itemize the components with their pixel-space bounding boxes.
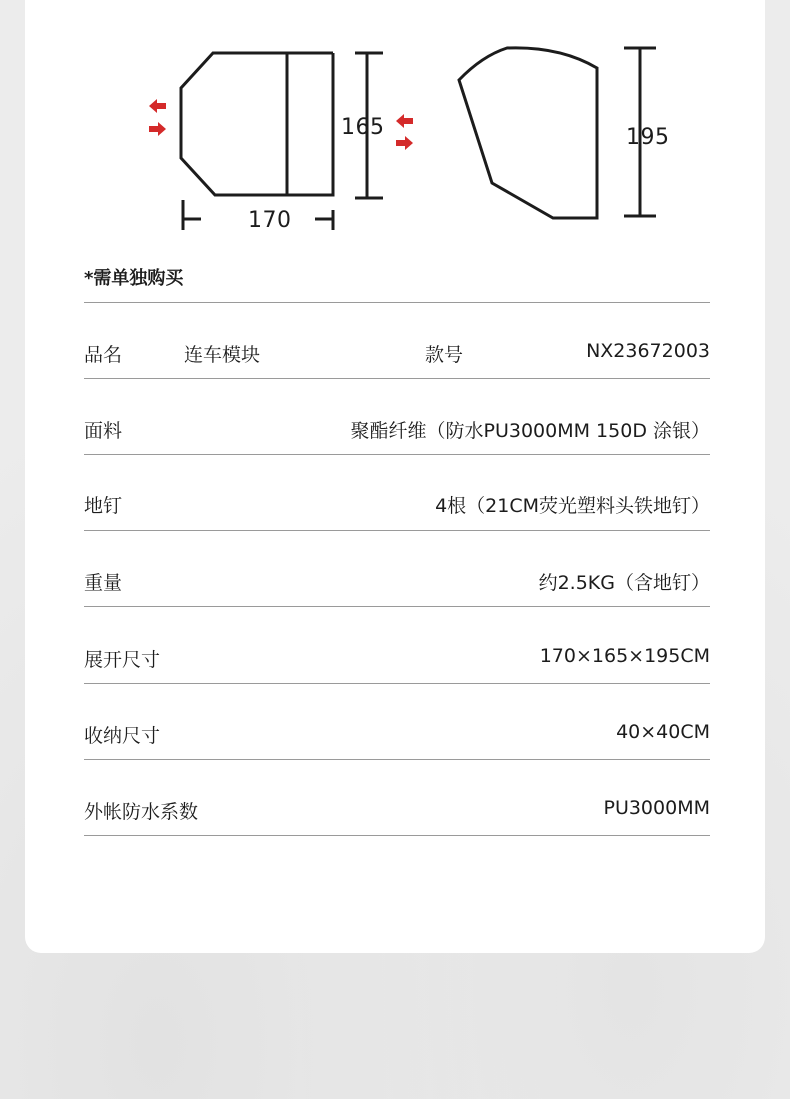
spec-value-model: NX23672003 [586, 340, 710, 362]
spec-label: 面料 [84, 420, 123, 442]
spec-row-open-size [84, 645, 710, 675]
spec-value-name: 连车模块 [184, 344, 261, 366]
spec-label: 收纳尺寸 [84, 725, 161, 747]
spec-row-fabric [84, 416, 710, 446]
table-divider [84, 606, 710, 607]
spec-row-stakes [84, 491, 710, 521]
red-arrows-right-icon [396, 114, 413, 150]
tent-dimension-diagram [0, 0, 790, 240]
spec-value: 4根（21CM荧光塑料头铁地钉） [435, 495, 710, 517]
height-dimension-label: 165 [341, 115, 385, 140]
spec-row-weight [84, 568, 710, 598]
spec-row-waterproof [84, 797, 710, 827]
spec-label: 地钉 [84, 495, 123, 517]
spec-value: 约2.5KG（含地钉） [538, 572, 710, 594]
depth-dimension-label: 195 [626, 125, 670, 150]
side-view-outline [181, 53, 333, 195]
table-divider [84, 683, 710, 684]
spec-value: 聚酯纤维（防水PU3000MM 150D 涂银） [350, 420, 710, 442]
table-divider [84, 835, 710, 836]
width-dimension-label: 170 [248, 208, 292, 233]
table-divider [84, 454, 710, 455]
spec-value: PU3000MM [603, 797, 710, 819]
spec-label: 重量 [84, 572, 123, 594]
purchase-note: *需单独购买 [84, 268, 184, 289]
table-divider [84, 302, 710, 303]
spec-row-packed-size [84, 721, 710, 751]
front-view-outline [459, 48, 597, 218]
spec-value: 40×40CM [616, 721, 710, 743]
table-divider [84, 378, 710, 379]
spec-label: 外帐防水系数 [84, 801, 199, 823]
spec-value: 170×165×195CM [539, 645, 710, 667]
spec-label-model: 款号 [425, 344, 464, 366]
spec-label-name: 品名 [84, 344, 123, 366]
table-divider [84, 530, 710, 531]
red-arrows-left-icon [149, 99, 166, 136]
spec-label: 展开尺寸 [84, 649, 161, 671]
table-divider [84, 759, 710, 760]
spec-row-name [84, 340, 710, 370]
